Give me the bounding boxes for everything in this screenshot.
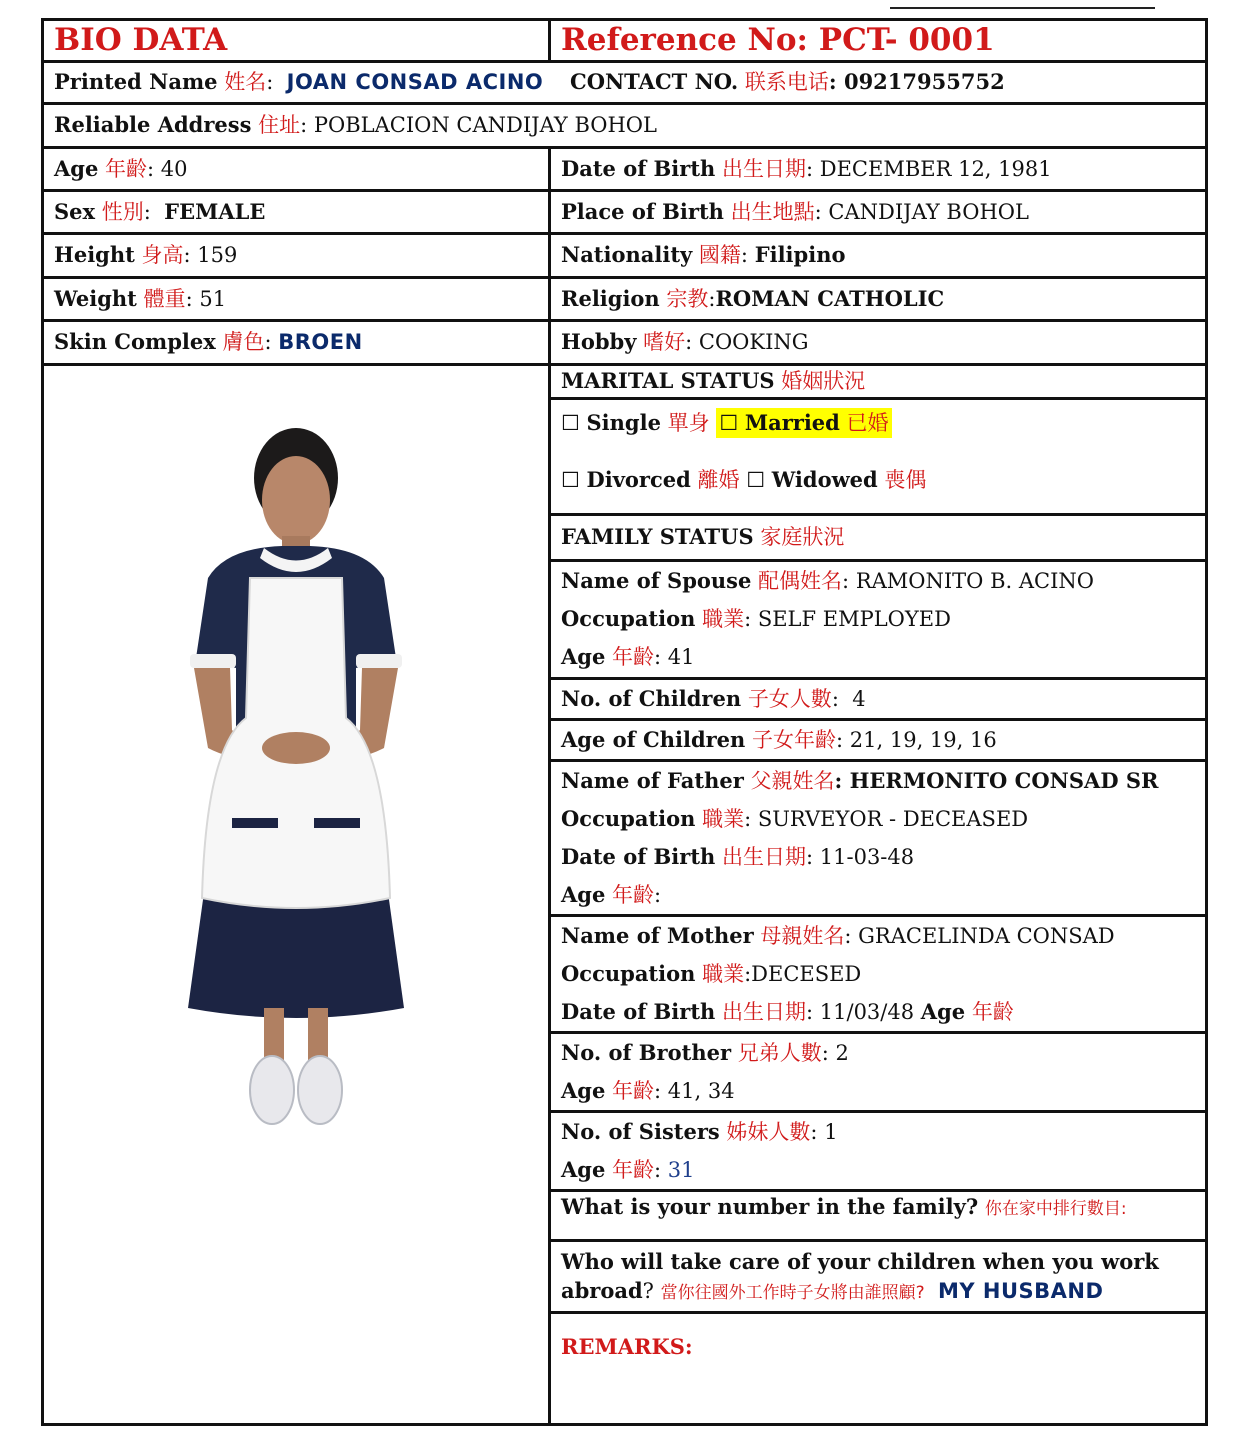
spouse-age-line: Age 年齡 : 41 <box>561 644 695 670</box>
family-number-question-cn: 你在家中排行數目: <box>984 1199 1127 1219</box>
divorced-label: Divorced <box>586 466 691 492</box>
widowed-label: Widowed <box>771 466 878 492</box>
hobby-label-cn: 嗜好 <box>643 330 686 355</box>
mother-dob-label-cn: 出生日期 <box>722 999 806 1024</box>
brothers-age-line: Age 年齡 : 41, 34 <box>561 1077 735 1103</box>
brothers-count-value: 2 <box>835 1040 849 1065</box>
sisters-count-label: No. of Sisters <box>561 1118 720 1144</box>
divorced-label-cn: 離婚 <box>697 467 740 492</box>
pob-label: Place of Birth <box>561 198 724 224</box>
name-label-cn: 姓名 <box>224 70 267 95</box>
remarks-cell <box>550 1313 1207 1425</box>
married-checkbox[interactable]: ☐ <box>719 410 739 435</box>
childcare-cell: Who will take care of your children when you work abroad? 當你往國外工作時子女將由誰照顧? MY HUSBAND <box>550 1241 1207 1313</box>
address-label-cn: 住址 <box>258 113 301 138</box>
name-label: Printed Name <box>54 69 218 95</box>
children-ages-label: Age of Children <box>561 726 746 752</box>
nationality-label: Nationality <box>561 242 693 268</box>
brothers-count-label-cn: 兄弟人數 <box>737 1040 822 1065</box>
bio-data-title: BIO DATA <box>54 22 228 59</box>
religion-cell: Religion 宗教:ROMAN CATHOLIC <box>550 278 1207 321</box>
children-count-label: No. of Children <box>561 685 742 711</box>
children-ages-label-cn: 子女年齡 <box>752 727 837 752</box>
religion-value: ROMAN CATHOLIC <box>715 285 945 311</box>
hobby-cell: Hobby 嗜好: COOKING <box>550 321 1207 365</box>
mother-occupation-label-cn: 職業 <box>702 961 745 986</box>
weight-label-cn: 體重 <box>143 286 186 311</box>
skin-label: Skin Complex <box>54 329 216 355</box>
spouse-age-label: Age <box>561 644 606 670</box>
age-label-cn: 年齡 <box>105 156 148 181</box>
sisters-count-line: No. of Sisters 姊妹人數 : 1 <box>561 1118 838 1144</box>
sex-value: FEMALE <box>164 198 266 224</box>
address-row: Reliable Address 住址: POBLACION CANDIJAY BOHOL <box>43 104 1207 148</box>
pob-cell: Place of Birth 出生地點: CANDIJAY BOHOL <box>550 191 1207 234</box>
skin-value: BROEN <box>278 330 363 355</box>
weight-cell: Weight 體重: 51 <box>43 278 550 321</box>
pob-value: CANDIJAY BOHOL <box>828 199 1029 224</box>
bio-data-table <box>41 18 1208 1426</box>
contact-label-cn: 联系电话 <box>744 70 829 95</box>
father-age-label: Age <box>561 881 606 907</box>
family-number-question: What is your number in the family? <box>561 1194 979 1219</box>
spouse-name-line: Name of Spouse 配偶姓名 : RAMONITO B. ACINO <box>561 568 1094 594</box>
brothers-ages-value: 41, 34 <box>667 1078 735 1103</box>
applicant-photo <box>146 418 446 1138</box>
father-dob-value: 11-03-48 <box>819 844 915 869</box>
marital-options-cell <box>550 399 1207 515</box>
contact-label: CONTACT NO. <box>569 69 739 95</box>
marital-options-row-1 <box>561 404 1195 442</box>
divorced-checkbox[interactable]: ☐ <box>561 467 580 492</box>
nationality-value: Filipino <box>754 242 846 268</box>
children-ages-value: 21, 19, 19, 16 <box>849 727 997 752</box>
remarks-label: REMARKS: <box>561 1334 693 1359</box>
address-value: POBLACION CANDIJAY BOHOL <box>313 113 657 138</box>
childcare-question-line-1: Who will take care of your children when you work <box>561 1249 1159 1275</box>
father-occupation-label: Occupation <box>561 805 696 831</box>
family-status-label: FAMILY STATUS <box>561 524 754 550</box>
sisters-age-label: Age <box>561 1156 606 1182</box>
married-label-cn: 已婚 <box>846 410 889 435</box>
spouse-occupation-value: SELF EMPLOYED <box>757 607 951 632</box>
family-status-label-cn: 家庭狀況 <box>760 525 845 550</box>
spouse-occupation-line: Occupation 職業 : SELF EMPLOYED <box>561 606 951 632</box>
mother-occupation-label: Occupation <box>561 960 696 986</box>
brothers-age-label-cn: 年齡 <box>612 1078 655 1103</box>
brothers-count-label: No. of Brother <box>561 1039 732 1065</box>
married-label: Married <box>744 409 840 435</box>
age-label: Age <box>54 155 99 181</box>
sex-label: Sex <box>54 198 96 224</box>
hobby-label: Hobby <box>561 329 637 355</box>
married-option-highlight <box>716 408 891 438</box>
spouse-occupation-label: Occupation <box>561 606 696 632</box>
mother-name-line: Name of Mother 母親姓名 : GRACELINDA CONSAD <box>561 922 1115 948</box>
dob-label-cn: 出生日期 <box>722 156 806 181</box>
name-row: Printed Name 姓名: JOAN CONSAD ACINO CONTACT NO. 联系电话: 09217955752 <box>43 62 1207 104</box>
mother-name-label-cn: 母親姓名 <box>760 923 845 948</box>
mother-occupation-value: DECESED <box>751 961 862 986</box>
hobby-value: COOKING <box>698 330 809 355</box>
father-name-label-cn: 父親姓名 <box>750 768 835 793</box>
spouse-cell <box>550 561 1207 679</box>
sisters-age-label-cn: 年齡 <box>612 1157 655 1182</box>
address-label: Reliable Address <box>54 112 252 138</box>
reference-cell <box>550 20 1207 62</box>
children-count-label-cn: 子女人數 <box>747 686 832 711</box>
family-status-header <box>550 515 1207 561</box>
height-label: Height <box>54 242 135 268</box>
nationality-cell: Nationality 國籍: Filipino <box>550 234 1207 278</box>
reference-number: Reference No: PCT- 0001 <box>561 22 995 59</box>
children-ages-cell: Age of Children 子女年齡: 21, 19, 19, 16 <box>550 720 1207 761</box>
childcare-question-cn: 當你往國外工作時子女將由誰照顧? <box>660 1282 925 1303</box>
height-cell: Height 身高: 159 <box>43 234 550 278</box>
father-age-label-cn: 年齡 <box>612 882 655 907</box>
skin-label-cn: 膚色 <box>222 330 265 355</box>
childcare-question-line-2: abroad <box>561 1277 643 1303</box>
mother-dob-value: 11/03/48 <box>819 999 915 1024</box>
age-cell: Age 年齡: 40 <box>43 148 550 191</box>
spouse-name-label-cn: 配偶姓名 <box>758 569 843 594</box>
father-name-label: Name of Father <box>561 767 744 793</box>
father-age-line: Age 年齡 : <box>561 881 662 907</box>
printed-name-value: JOAN CONSAD ACINO <box>286 70 544 95</box>
father-name-value: HERMONITO CONSAD SR <box>849 767 1159 793</box>
father-occupation-label-cn: 職業 <box>702 806 745 831</box>
height-label-cn: 身高 <box>141 243 184 268</box>
marital-options-row-2 <box>561 461 1195 499</box>
family-number-cell <box>550 1191 1207 1241</box>
childcare-answer: MY HUSBAND <box>937 1278 1104 1303</box>
spouse-name-value: RAMONITO B. ACINO <box>855 569 1094 594</box>
sex-cell: Sex 性別: FEMALE <box>43 191 550 234</box>
father-occupation-value: SURVEYOR - DECEASED <box>757 806 1029 831</box>
nationality-label-cn: 國籍 <box>698 243 741 268</box>
mother-cell <box>550 916 1207 1033</box>
photo-cell <box>43 365 550 1425</box>
father-cell <box>550 761 1207 916</box>
mother-age-label: Age <box>920 998 966 1024</box>
sisters-ages-value: 31 <box>667 1157 695 1182</box>
children-count-cell: No. of Children 子女人數: 4 <box>550 679 1207 720</box>
mother-occupation-line: Occupation 職業 : DECESED <box>561 960 862 986</box>
contact-value: 09217955752 <box>843 69 1005 95</box>
religion-label-cn: 宗教 <box>666 286 709 311</box>
marital-status-label-cn: 婚姻狀況 <box>781 369 866 394</box>
mother-dob-line: Date of Birth 出生日期 : 11/03/48 Age 年齡 <box>561 998 1014 1024</box>
bio-data-title-cell <box>43 20 550 62</box>
father-dob-line: Date of Birth 出生日期 : 11-03-48 <box>561 843 915 869</box>
father-name-line: Name of Father 父親姓名 : HERMONITO CONSAD SR <box>561 767 1159 793</box>
spouse-occupation-label-cn: 職業 <box>702 607 745 632</box>
pob-label-cn: 出生地點 <box>730 199 815 224</box>
brothers-cell <box>550 1033 1207 1112</box>
mother-dob-label: Date of Birth <box>561 998 716 1024</box>
mother-name-value: GRACELINDA CONSAD <box>858 923 1115 948</box>
spouse-age-label-cn: 年齡 <box>612 645 655 670</box>
signature-line <box>890 7 1155 9</box>
weight-label: Weight <box>54 285 137 311</box>
sisters-count-label-cn: 姊妹人數 <box>726 1119 811 1144</box>
religion-label: Religion <box>561 285 660 311</box>
father-dob-label: Date of Birth <box>561 843 716 869</box>
brothers-count-line: No. of Brother 兄弟人數 : 2 <box>561 1039 849 1065</box>
marital-status-label: MARITAL STATUS <box>561 368 775 394</box>
sisters-age-line: Age 年齡 : 31 <box>561 1156 695 1182</box>
spouse-age-value: 41 <box>667 645 695 670</box>
mother-age-label-cn: 年齡 <box>971 999 1014 1024</box>
brothers-age-label: Age <box>561 1077 606 1103</box>
mother-name-label: Name of Mother <box>561 922 754 948</box>
single-checkbox[interactable]: ☐ <box>561 410 580 435</box>
sisters-cell <box>550 1112 1207 1191</box>
children-count-value: 4 <box>852 686 866 711</box>
weight-value: 51 <box>199 286 227 311</box>
widowed-label-cn: 喪偶 <box>884 467 927 492</box>
dob-label: Date of Birth <box>561 155 716 181</box>
dob-cell: Date of Birth 出生日期: DECEMBER 12, 1981 <box>550 148 1207 191</box>
dob-value: DECEMBER 12, 1981 <box>819 156 1052 181</box>
single-label-cn: 單身 <box>667 410 710 435</box>
father-occupation-line: Occupation 職業 : SURVEYOR - DECEASED <box>561 805 1029 831</box>
sex-label-cn: 性別 <box>101 199 144 224</box>
marital-status-header <box>550 365 1207 399</box>
age-value: 40 <box>160 156 188 181</box>
sisters-count-value: 1 <box>824 1119 838 1144</box>
height-value: 159 <box>197 243 238 268</box>
spouse-name-label: Name of Spouse <box>561 568 752 594</box>
single-label: Single <box>586 409 661 435</box>
widowed-checkbox[interactable]: ☐ <box>746 467 766 492</box>
father-dob-label-cn: 出生日期 <box>722 844 806 869</box>
skin-cell: Skin Complex 膚色: BROEN <box>43 321 550 365</box>
